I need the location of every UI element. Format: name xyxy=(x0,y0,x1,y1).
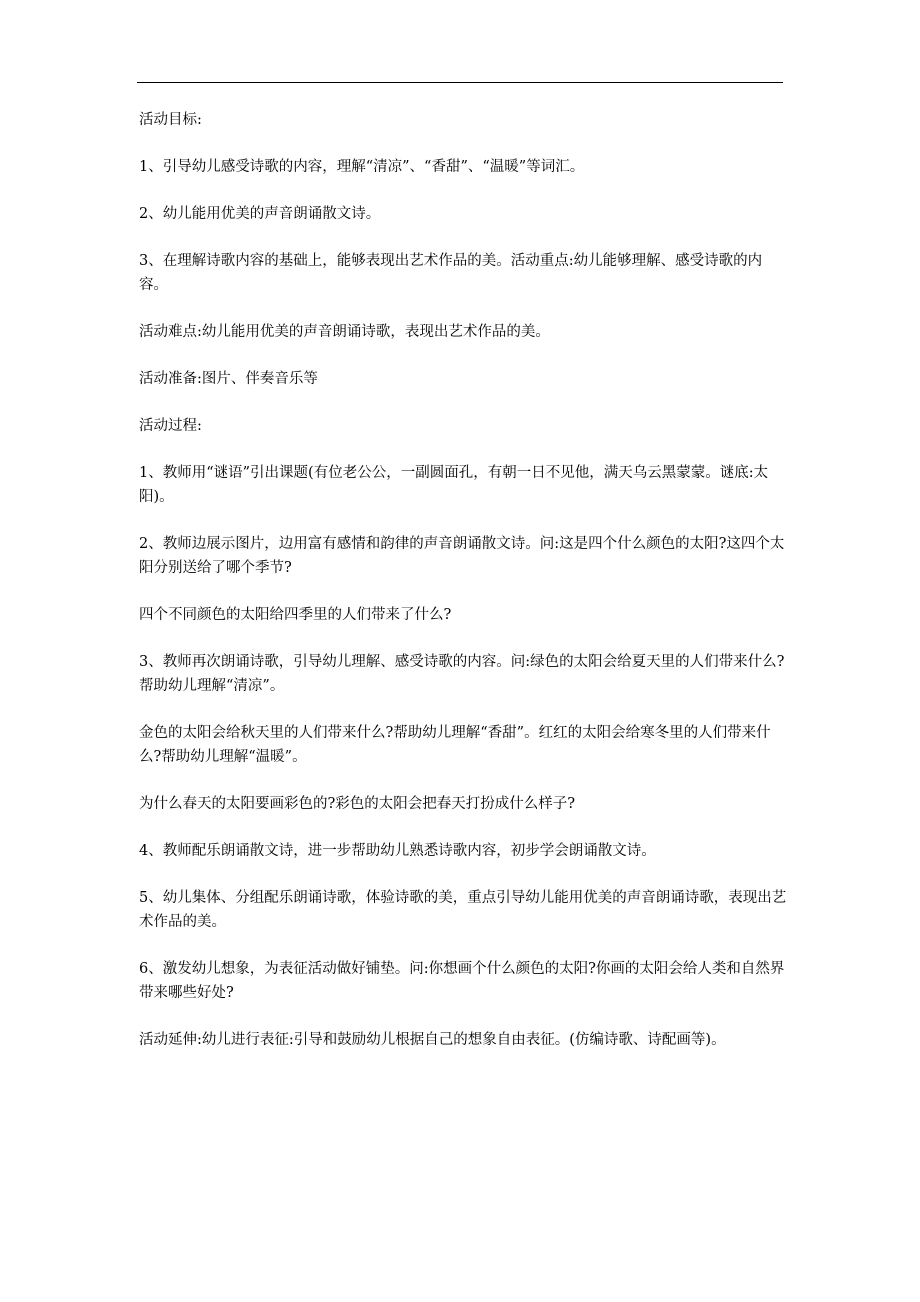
paragraph-process-step-5: 5、幼儿集体、分组配乐朗诵诗歌，体验诗歌的美，重点引导幼儿能用优美的声音朗诵诗歌，表现出艺术作品的美。 xyxy=(139,890,787,930)
paragraph-process-step-1: 1、教师用“谜语”引出课题(有位老公公，一副圆面孔，有朝一日不见他，满天乌云黑蒙蒙。谜底:太阳)。 xyxy=(139,465,769,505)
paragraph-goal-1: 1、引导幼儿感受诗歌的内容，理解“清凉”、“香甜”、“温暖”等词汇。 xyxy=(139,159,585,175)
document-body xyxy=(139,108,789,1075)
paragraph-process-step-6: 6、激发幼儿想象，为表征活动做好铺垫。问:你想画个什么颜色的太阳?你画的太阳会给人类和自然界带来哪些好处? xyxy=(139,961,785,1001)
paragraph-process-step-2-question: 四个不同颜色的太阳给四季里的人们带来了什么? xyxy=(139,607,452,623)
paragraph-goal-3: 3、在理解诗歌内容的基础上，能够表现出艺术作品的美。活动重点:幼儿能够理解、感受诗歌的内容。 xyxy=(139,253,763,293)
paragraph-activity-process-heading: 活动过程: xyxy=(139,418,202,434)
paragraph-process-step-3: 3、教师再次朗诵诗歌，引导幼儿理解、感受诗歌的内容。问:绿色的太阳会给夏天里的人们带来什么?帮助幼儿理解“清凉”。 xyxy=(139,654,785,694)
paragraph-process-step-2: 2、教师边展示图片，边用富有感情和韵律的声音朗诵散文诗。问:这是四个什么颜色的太阳?这四个太阳分别送给了哪个季节? xyxy=(139,536,785,576)
paragraph-process-step-4: 4、教师配乐朗诵散文诗，进一步帮助幼儿熟悉诗歌内容，初步学会朗诵散文诗。 xyxy=(139,843,656,859)
paragraph-activity-preparation: 活动准备:图片、伴奏音乐等 xyxy=(139,371,318,387)
header-rule xyxy=(137,82,783,83)
paragraph-activity-extension: 活动延伸:幼儿进行表征:引导和鼓励幼儿根据自己的想象自由表征。(仿编诗歌、诗配画等)。 xyxy=(139,1032,726,1048)
paragraph-activity-goals-heading: 活动目标: xyxy=(139,112,202,128)
paragraph-goal-2: 2、幼儿能用优美的声音朗诵散文诗。 xyxy=(139,206,381,222)
paragraph-activity-difficulty: 活动难点:幼儿能用优美的声音朗诵诗歌，表现出艺术作品的美。 xyxy=(139,324,550,340)
paragraph-process-step-3-spring: 为什么春天的太阳要画彩色的?彩色的太阳会把春天打扮成什么样子? xyxy=(139,796,576,812)
paragraph-process-step-3-continued: 金色的太阳会给秋天里的人们带来什么?帮助幼儿理解“香甜”。红红的太阳会给寒冬里的人们带来什么?帮助幼儿理解“温暖”。 xyxy=(139,725,771,765)
